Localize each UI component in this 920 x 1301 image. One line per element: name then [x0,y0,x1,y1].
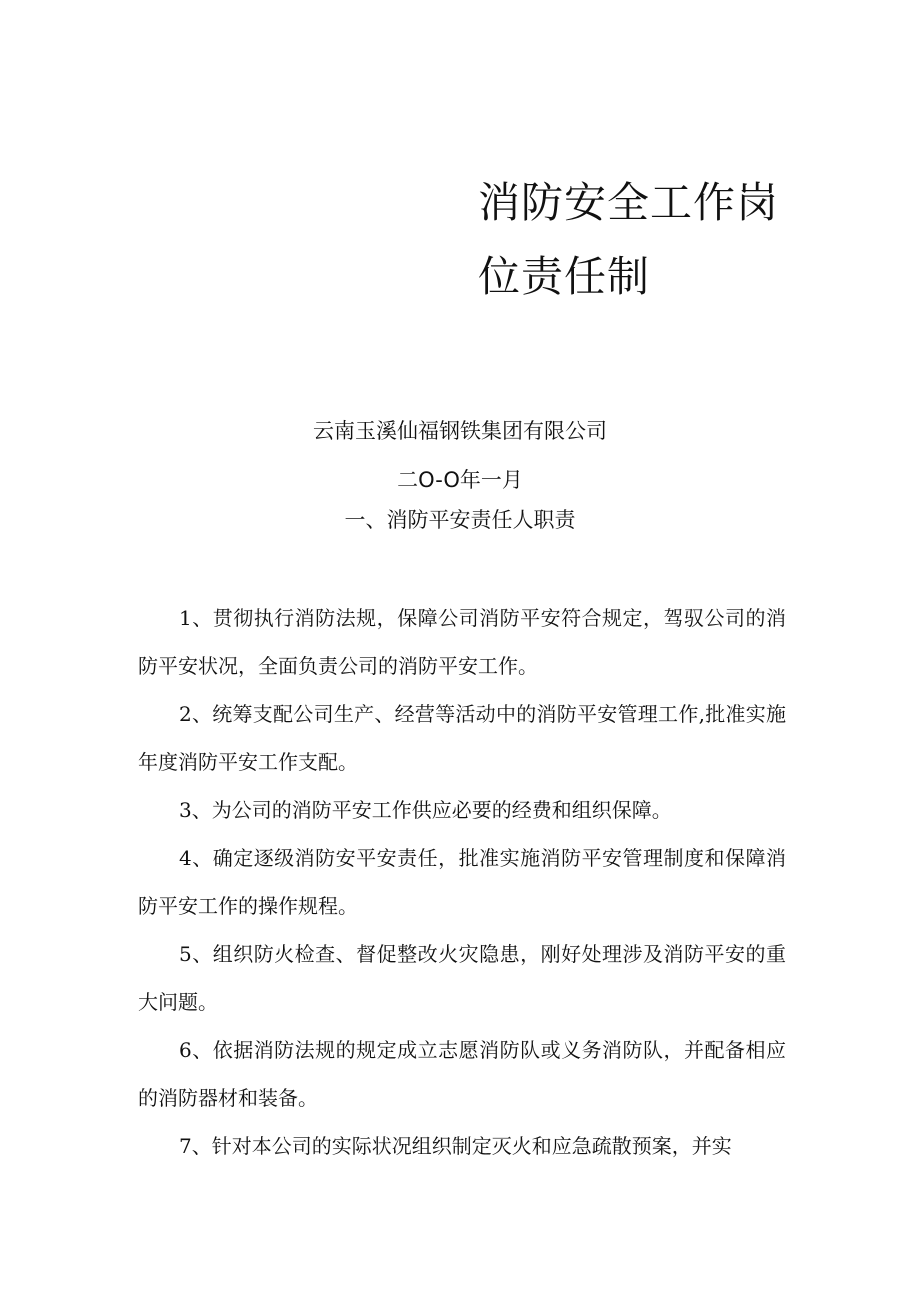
paragraph-5: 5、组织防火检查、督促整改火灾隐患，刚好处理涉及消防平安的重大问题。 [138,942,786,1014]
section-heading: 一、消防平安责任人职责 [344,508,576,532]
title-line-1: 消防安全工作岗 [478,178,780,227]
paragraph-3: 3、为公司的消防平安工作供应必要的经费和组织保障。 [179,798,672,822]
paragraph-7: 7、针对本公司的实际状况组织制定灭火和应急疏散预案，并实 [179,1134,732,1158]
paragraph-4: 4、确定逐级消防安平安责任，批准实施消防平安管理制度和保障消防平安工作的操作规程。 [138,846,786,918]
document-body [138,594,786,1170]
document-date: 二O-O年一月 [397,468,523,492]
paragraph-6: 6、依据消防法规的规定成立志愿消防队或义务消防队，并配备相应的消防器材和装备。 [138,1038,786,1110]
paragraph-2: 2、统筹支配公司生产、经营等活动中的消防平安管理工作,批准实施年度消防平安工作支配。 [138,702,786,774]
company-name: 云南玉溪仙福钢铁集团有限公司 [313,419,607,443]
title-line-2: 位责任制 [478,252,651,301]
document-title [478,166,778,314]
paragraph-1: 1、贯彻执行消防法规，保障公司消防平安符合规定，驾驭公司的消防平安状况，全面负责公司的消防平安工作。 [138,606,786,678]
